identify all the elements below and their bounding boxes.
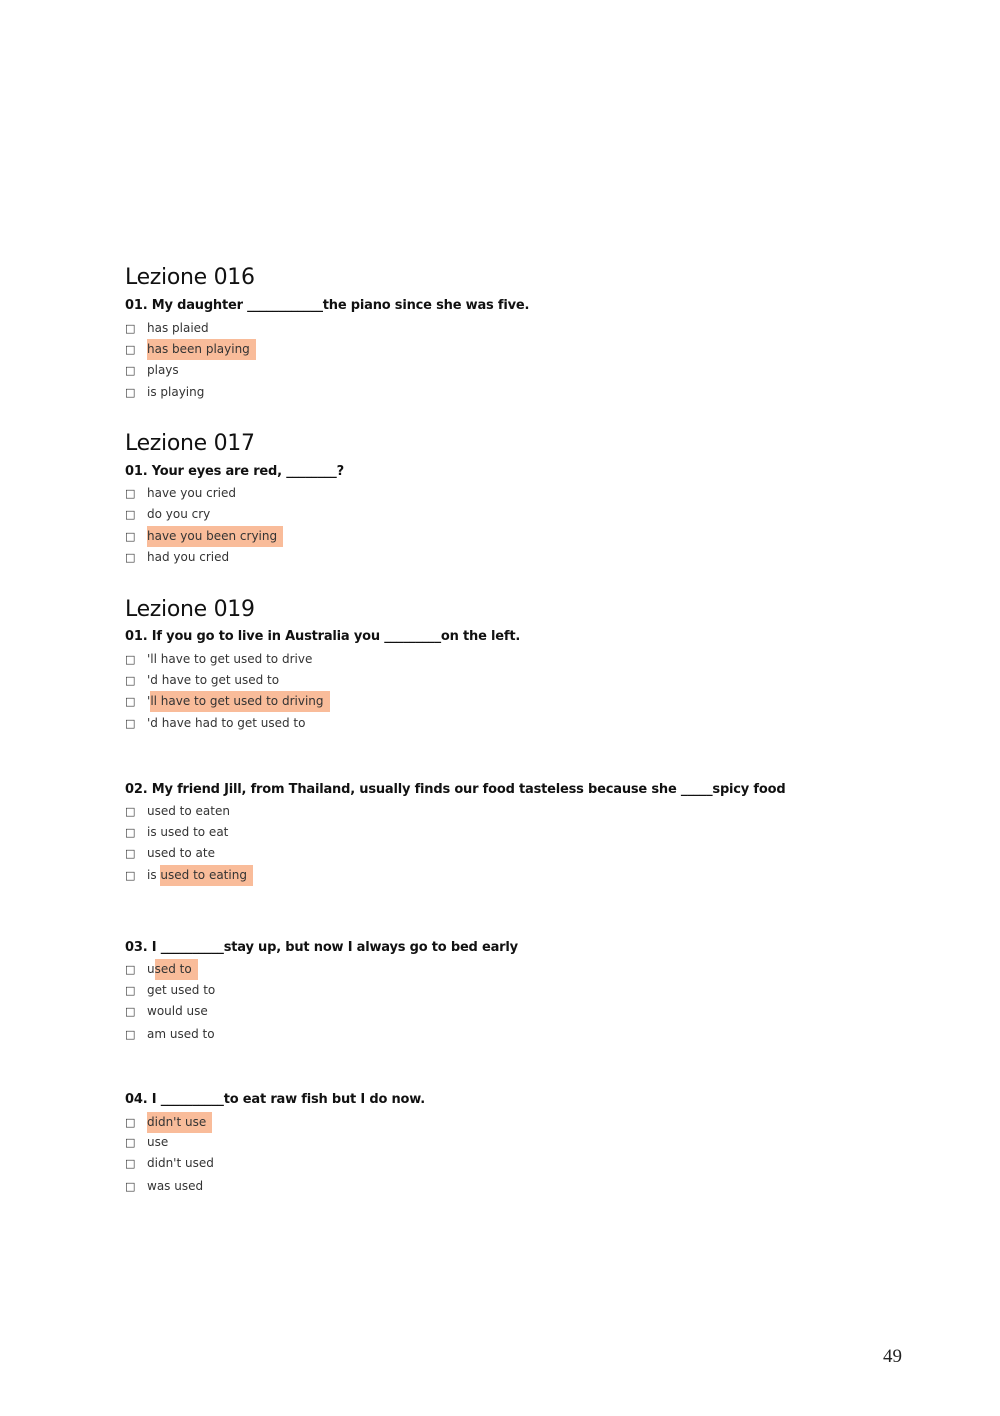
checkbox-icon[interactable]: □ [125,984,136,997]
option-019-03-c[interactable] [125,1001,214,1022]
checkbox-icon[interactable]: □ [125,826,136,839]
option-019-04-b[interactable] [125,1132,174,1153]
option-019-02-d[interactable] [125,865,253,886]
option-label: do you cry [147,507,211,521]
option-019-03-a[interactable] [125,959,198,980]
option-label: is used to eat [147,825,229,839]
option-label: plays [147,363,179,377]
question-019-04: 04. I __________to eat raw fish but I do now. [125,1092,425,1107]
option-label: 'd have had to get used to [147,716,306,730]
option-019-01-d[interactable] [125,713,311,734]
option-019-04-c[interactable] [125,1153,220,1174]
checkbox-icon[interactable]: □ [125,1157,136,1170]
highlighted-answer: ll have to get used to driving [150,691,329,712]
option-prefix: u [147,962,155,976]
checkbox-icon[interactable]: □ [125,1116,136,1129]
option-019-02-b[interactable] [125,822,234,843]
option-019-04-a[interactable] [125,1112,212,1133]
highlighted-answer: sed to [155,959,198,980]
checkbox-icon[interactable]: □ [125,386,136,399]
checkbox-icon[interactable]: □ [125,530,136,543]
option-019-01-b[interactable] [125,670,285,691]
option-019-04-d[interactable] [125,1176,209,1197]
checkbox-icon[interactable]: □ [125,653,136,666]
question-017-01: 01. Your eyes are red, ________? [125,464,344,479]
checkbox-icon[interactable]: □ [125,847,136,860]
checkbox-icon[interactable]: □ [125,1005,136,1018]
checkbox-icon[interactable]: □ [125,364,136,377]
option-label: was used [147,1179,204,1193]
question-016-01: 01. My daughter ____________the piano since she was five. [125,298,530,313]
checkbox-icon[interactable]: □ [125,343,136,356]
checkbox-icon[interactable]: □ [125,717,136,730]
option-016-01-b[interactable] [125,339,256,360]
checkbox-icon[interactable]: □ [125,674,136,687]
question-019-03: 03. I __________stay up, but now I always go to bed early [125,940,518,955]
option-019-02-a[interactable] [125,801,236,822]
highlighted-answer: didn't use [147,1112,212,1133]
option-label: have you cried [147,486,236,500]
option-017-01-b[interactable] [125,504,216,525]
option-016-01-a[interactable] [125,318,215,339]
checkbox-icon[interactable]: □ [125,869,136,882]
option-label: used to ate [147,846,215,860]
option-019-02-c[interactable] [125,843,221,864]
checkbox-icon[interactable]: □ [125,695,136,708]
option-019-03-b[interactable] [125,980,221,1001]
checkbox-icon[interactable]: □ [125,1136,136,1149]
section-heading-019: Lezione 019 [125,597,255,622]
option-label: is playing [147,385,205,399]
checkbox-icon[interactable]: □ [125,1180,136,1193]
highlighted-answer: used to eating [160,865,253,886]
option-label: 'll have to get used to drive [147,652,313,666]
checkbox-icon[interactable]: □ [125,487,136,500]
option-label: had you cried [147,550,230,564]
option-016-01-c[interactable] [125,360,185,381]
option-019-03-d[interactable] [125,1024,221,1045]
option-017-01-c[interactable] [125,526,283,547]
option-017-01-a[interactable] [125,483,242,504]
checkbox-icon[interactable]: □ [125,1028,136,1041]
checkbox-icon[interactable]: □ [125,322,136,335]
option-017-01-d[interactable] [125,547,235,568]
checkbox-icon[interactable]: □ [125,551,136,564]
option-label: get used to [147,983,216,997]
page-number: 49 [883,1346,902,1367]
option-prefix: is [147,868,161,882]
option-016-01-d[interactable] [125,382,210,403]
checkbox-icon[interactable]: □ [125,508,136,521]
section-heading-016: Lezione 016 [125,265,255,290]
option-label: would use [147,1004,208,1018]
option-label: didn't used [147,1156,214,1170]
option-label: use [147,1135,169,1149]
option-prefix: ' [147,694,151,708]
checkbox-icon[interactable]: □ [125,963,136,976]
option-label: used to eaten [147,804,230,818]
option-label: 'd have to get used to [147,673,280,687]
option-019-01-a[interactable] [125,649,318,670]
question-019-01: 01. If you go to live in Australia you _________on the left. [125,629,521,644]
option-019-01-c[interactable] [125,691,330,712]
section-heading-017: Lezione 017 [125,431,255,456]
highlighted-answer: has been playing [147,339,256,360]
highlighted-answer: have you been crying [147,526,283,547]
option-label: has plaied [147,321,209,335]
option-label: am used to [147,1027,215,1041]
question-019-02: 02. My friend Jill, from Thailand, usually finds our food tasteless because she _____spicy food [125,782,786,797]
checkbox-icon[interactable]: □ [125,805,136,818]
